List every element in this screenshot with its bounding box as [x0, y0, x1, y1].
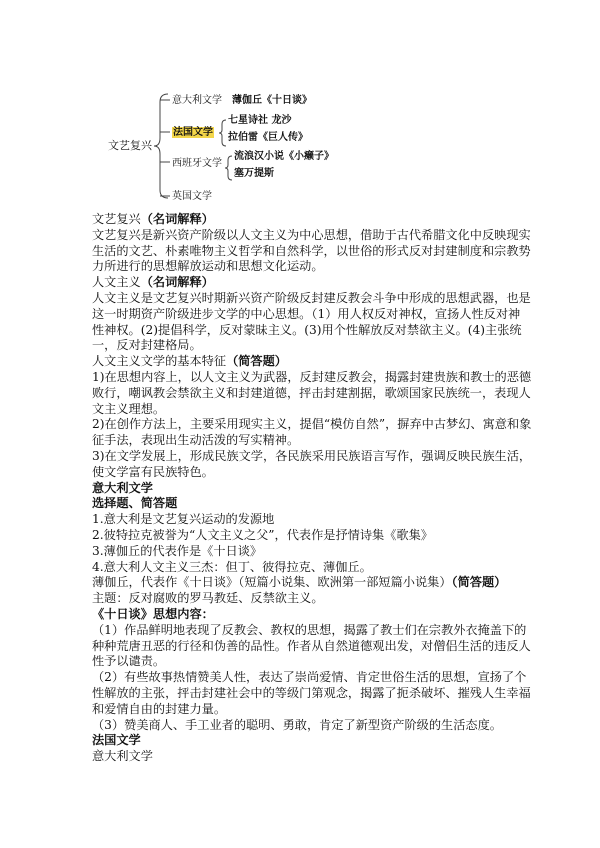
diagram-england-label: 英国文学 [172, 191, 212, 202]
list-item: 3)在文学发展上，形成民族文学，各民族采用民族语言写作，强调反映民族生活，使文学富有民族特色。 [92, 448, 532, 479]
section-title: 法国文学 [92, 733, 141, 748]
paragraph-text: 薄伽丘，代表作《十日谈》（短篇小说集、欧洲第一部短篇小说集） [92, 575, 452, 590]
diagram-france-label: 法国文学 [173, 127, 213, 138]
question-type-tag: （简答题） [451, 575, 507, 590]
diagram-spain-item-2: 塞万提斯 [234, 168, 274, 179]
diagram-france-item-1: 七星诗社 龙沙 [228, 115, 292, 126]
list-item: （1）作品鲜明地表现了反教会、教权的思想，揭露了教士们在宗教外衣掩盖下的种种荒唐丑恶的行径和伪善的品性。作者从自然道德观出发，对僧侣生活的违反人性予以谴责。 [92, 622, 531, 669]
section-subtitle: 选择题、简答题 [92, 496, 178, 511]
list-item: 3.薄伽丘的代表作是《十日谈》 [92, 543, 263, 558]
list-item: 2.彼特拉克被誉为“人文主义之父”，代表作是抒情诗集《歌集》 [92, 527, 433, 542]
question-type-tag: （简答题） [226, 354, 287, 369]
diagram-spain-item-1: 流浪汉小说《小癞子》 [234, 151, 334, 162]
list-item: 2)在创作方法上，主要采用现实主义，提倡“模仿自然”，摒弃中古梦幻、寓意和象征手法，表现出生动活泼的写实精神。 [92, 417, 532, 448]
list-item: （3）赞美商人、手工业者的聪明、勇敢，肯定了新型资产阶级的生活态度。 [92, 717, 502, 732]
list-item: 1.意大利是文艺复兴运动的发源地 [92, 512, 275, 527]
section-title: 文艺复兴 [92, 212, 141, 226]
question-type-tag: （名词解释） [140, 212, 214, 226]
diagram-spain-label: 西班牙文学 [172, 158, 222, 169]
paragraph [92, 575, 532, 591]
diagram-root: 文艺复兴 [108, 139, 152, 152]
mind-map-diagram [0, 0, 600, 210]
section-heading [92, 275, 532, 291]
list-item: 1)在思想内容上，以人文主义为武器，反封建反教会，揭露封建贵族和教士的恶德败行，嘲讽教会禁欲主义和封建道德，抨击封建割据，歌颂国家民族统一，表现人文主义理想。 [92, 369, 532, 416]
diagram-italy-work: 薄伽丘《十日谈》 [232, 95, 312, 106]
section-title: 人文主义文学的基本特征 [92, 354, 227, 369]
section-heading [92, 354, 532, 370]
section-title: 人文主义 [92, 275, 141, 290]
section-title: 意大利文学 [92, 480, 153, 495]
section-heading [92, 212, 532, 228]
list-item: （2）有些故事热情赞美人性，表达了崇尚爱情、肯定世俗生活的思想，宣扬了个性解放的主张，抨击封建社会中的等级门第观念，揭露了扼杀破坏、摧残人生幸福和爱情自由的封建力量。 [92, 670, 531, 716]
question-type-tag: （名词解释） [140, 275, 214, 290]
diagram-france-item-2: 拉伯雷《巨人传》 [228, 132, 308, 143]
diagram-italy-label: 意大利文学 [172, 95, 222, 106]
paragraph: 人文主义是文艺复兴时期新兴资产阶级反封建反教会斗争中形成的思想武器，也是这一时期资产阶级进步文学的中心思想。（1）用人权反对神权，宣扬人性反对神性神权。(2)提倡科学，反对蒙昧主义。(3)用个性解放反对禁欲主义。(4)主张统一，反对封建格局。 [92, 290, 531, 353]
paragraph: 主题：反对腐败的罗马教廷、反禁欲主义。 [92, 591, 324, 606]
section-subtitle: 意大利文学 [92, 749, 153, 764]
section-title: 《十日谈》思想内容： [92, 606, 214, 621]
paragraph: 文艺复兴是新兴资产阶级以人文主义为中心思想，借助于古代希腊文化中反映现实生活的文艺、朴素唯物主义哲学和自然科学，以世俗的形式反对封建制度和宗教势力所进行的思想解放运动和思想文化运动。 [92, 227, 531, 274]
list-item: 4.意大利人文主义三杰：但丁、彼得拉克、薄伽丘。 [92, 559, 372, 574]
document-body [92, 212, 532, 765]
